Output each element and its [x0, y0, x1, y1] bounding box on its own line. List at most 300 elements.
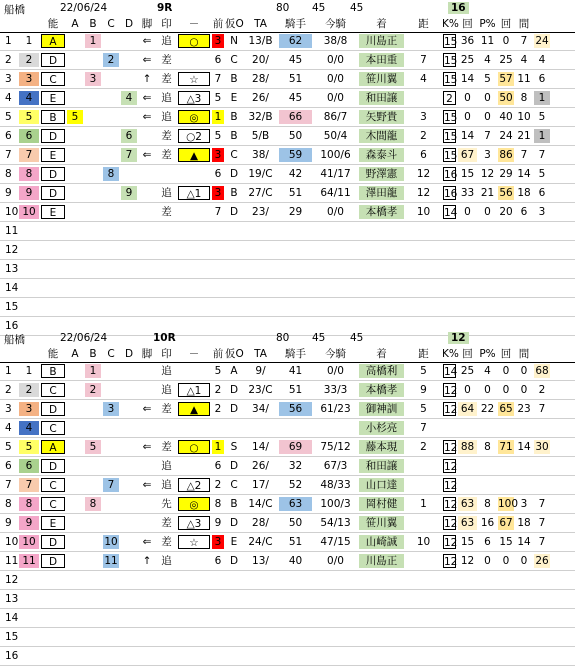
- mark-value: ○2: [178, 129, 210, 143]
- kai2: 21: [515, 127, 533, 146]
- kai: 0: [478, 381, 497, 400]
- kai2: 4: [515, 51, 533, 70]
- ta-value: 41: [288, 365, 303, 377]
- table-row[interactable]: [0, 89, 573, 108]
- kyori: [442, 590, 457, 609]
- mark-value: △1: [178, 383, 210, 397]
- header-19: 間: [515, 16, 533, 33]
- col-a-value: 5: [67, 110, 83, 124]
- kai2: 14: [515, 438, 533, 457]
- p-pct: [497, 438, 515, 457]
- arrow: ⇐: [138, 32, 156, 51]
- kai: [478, 419, 497, 438]
- k-pct-value: 12: [460, 555, 475, 567]
- kan: [533, 381, 551, 400]
- col-c: [102, 628, 120, 647]
- table-row[interactable]: [0, 590, 573, 609]
- arrow: ⇐: [138, 533, 156, 552]
- kari-o: [243, 222, 278, 241]
- kyori-value: 15: [444, 36, 458, 48]
- jockey-rate: 61/23: [313, 400, 358, 419]
- run-style: 差: [156, 203, 177, 222]
- kyori-value: 12: [444, 461, 458, 473]
- spacer: [551, 400, 575, 419]
- col-c: [102, 438, 120, 457]
- kai2: [515, 647, 533, 666]
- col-d: [120, 419, 138, 438]
- jockey-value: 山崎誠: [359, 535, 404, 549]
- p-pct-value: 0: [502, 555, 510, 567]
- mark-value: ◎: [178, 497, 210, 511]
- spacer: [551, 419, 575, 438]
- k-pct: [457, 381, 478, 400]
- table-row[interactable]: [0, 260, 573, 279]
- col-a: [66, 51, 84, 70]
- arrow: [138, 419, 156, 438]
- jockey-rate: 48/33: [313, 476, 358, 495]
- ta: [278, 571, 313, 590]
- header-11: 騎手: [278, 346, 313, 363]
- header-80: 80: [276, 2, 290, 14]
- p-pct: [497, 457, 515, 476]
- ta-value: 50: [288, 130, 303, 142]
- chaku: 9: [405, 381, 442, 400]
- spacer: [551, 571, 575, 590]
- col-d: [120, 165, 138, 184]
- prev: B: [225, 108, 243, 127]
- p-pct: [497, 222, 515, 241]
- prev: S: [225, 438, 243, 457]
- prev: C: [225, 146, 243, 165]
- table-row[interactable]: [0, 165, 573, 184]
- k-pct: [457, 362, 478, 381]
- col-b: [84, 457, 102, 476]
- p-pct: [497, 647, 515, 666]
- waku-value: 8: [19, 167, 39, 181]
- table-row[interactable]: [0, 647, 573, 666]
- k-pct: [457, 495, 478, 514]
- run-style: 差: [156, 514, 177, 533]
- table-row[interactable]: [0, 419, 573, 438]
- col-c: [102, 457, 120, 476]
- mark: [177, 146, 211, 165]
- arrow: [138, 609, 156, 628]
- table-row[interactable]: [0, 222, 573, 241]
- waku: [18, 362, 40, 381]
- spacer: [551, 476, 575, 495]
- kan-value: 24: [535, 35, 549, 47]
- k-pct: [457, 279, 478, 298]
- waku: [18, 203, 40, 222]
- col-c: [102, 419, 120, 438]
- kyori: [442, 146, 457, 165]
- nouryoku: [40, 419, 66, 438]
- col-a: [66, 203, 84, 222]
- col-c: [102, 89, 120, 108]
- mark-value: △3: [178, 516, 210, 530]
- horse-number: 3: [0, 400, 18, 419]
- jockey: [358, 108, 405, 127]
- waku: [18, 51, 40, 70]
- jockey-value: 御神訓: [359, 402, 404, 416]
- kari-o: [243, 298, 278, 317]
- p-pct-value: 65: [499, 403, 513, 415]
- col-b: [84, 203, 102, 222]
- nouryoku-value: B: [41, 110, 65, 124]
- waku: [18, 108, 40, 127]
- header-9: 仮O: [225, 16, 243, 33]
- p-pct-value: 40: [499, 111, 513, 123]
- kan: [533, 362, 551, 381]
- jockey: [358, 279, 405, 298]
- symbol: [211, 241, 225, 260]
- arrow: ⇐: [138, 51, 156, 70]
- jockey-value: 笹川翼: [359, 516, 404, 530]
- col-d: [120, 203, 138, 222]
- horse-number: 3: [0, 70, 18, 89]
- p-pct: [497, 279, 515, 298]
- waku: [18, 241, 40, 260]
- waku: [18, 647, 40, 666]
- k-pct: [457, 590, 478, 609]
- symbol: [211, 51, 225, 70]
- p-pct-value: 0: [502, 365, 510, 377]
- nouryoku-value: C: [41, 497, 65, 511]
- nouryoku: [40, 146, 66, 165]
- kai2: [515, 298, 533, 317]
- kai2: 8: [515, 89, 533, 108]
- kyori-value: 12: [444, 537, 458, 549]
- spacer: [551, 362, 575, 381]
- symbol: [211, 552, 225, 571]
- nouryoku: [40, 381, 66, 400]
- mark-value: ○: [178, 34, 210, 48]
- prev: C: [225, 51, 243, 70]
- col-b: [84, 438, 102, 457]
- kan: [533, 184, 551, 203]
- nouryoku-value: D: [41, 167, 65, 181]
- waku: [18, 552, 40, 571]
- p-pct: [497, 241, 515, 260]
- table-row[interactable]: [0, 400, 573, 419]
- mark-value: △3: [178, 91, 210, 105]
- mark: [177, 533, 211, 552]
- mark-value: ☆: [178, 535, 210, 549]
- p-pct-value: 0: [502, 35, 510, 47]
- waku: [18, 32, 40, 51]
- k-pct: [457, 400, 478, 419]
- arrow: [138, 184, 156, 203]
- kai2: [515, 628, 533, 647]
- k-pct-value: 25: [460, 54, 475, 66]
- kan: [533, 279, 551, 298]
- kyori: [442, 298, 457, 317]
- symbol: [211, 32, 225, 51]
- col-b: [84, 89, 102, 108]
- table-row[interactable]: [0, 457, 573, 476]
- kan-value: 3: [538, 206, 546, 218]
- jockey-value: 本田重: [359, 53, 404, 67]
- col-c: [102, 381, 120, 400]
- mark: [177, 552, 211, 571]
- table-row[interactable]: [0, 609, 573, 628]
- horse-number: 9: [0, 184, 18, 203]
- mark: [177, 184, 211, 203]
- k-pct: [457, 628, 478, 647]
- prev: [225, 609, 243, 628]
- run-style: 追: [156, 552, 177, 571]
- ta: [278, 184, 313, 203]
- waku-value: 10: [19, 535, 39, 549]
- header-5: 脚: [138, 346, 156, 363]
- jockey: [358, 260, 405, 279]
- kari-o: 17/: [243, 476, 278, 495]
- header-0: 能: [40, 16, 66, 33]
- p-pct-value: 29: [499, 168, 513, 180]
- mark: [177, 514, 211, 533]
- waku: [18, 400, 40, 419]
- table-row[interactable]: [0, 184, 573, 203]
- distance-label: 16: [448, 2, 469, 14]
- spacer: [551, 279, 575, 298]
- p-pct: [497, 203, 515, 222]
- symbol-value: 1: [212, 440, 224, 454]
- horse-number: 10: [0, 203, 18, 222]
- kai2: [515, 609, 533, 628]
- arrow: ⇐: [138, 146, 156, 165]
- kai2: 14: [515, 533, 533, 552]
- kyori: [442, 51, 457, 70]
- col-a: [66, 165, 84, 184]
- kai2: [515, 279, 533, 298]
- jockey-rate: [313, 260, 358, 279]
- symbol: [211, 222, 225, 241]
- kyori: [442, 381, 457, 400]
- table-row[interactable]: [0, 571, 573, 590]
- arrow: [138, 590, 156, 609]
- p-pct: [497, 32, 515, 51]
- table-row[interactable]: [0, 476, 573, 495]
- p-pct: [497, 419, 515, 438]
- table-row[interactable]: [0, 552, 573, 571]
- run-style: [156, 571, 177, 590]
- kan: [533, 400, 551, 419]
- waku: [18, 438, 40, 457]
- mark: [177, 260, 211, 279]
- nouryoku: [40, 51, 66, 70]
- ta-value: 63: [279, 497, 312, 511]
- table-row[interactable]: [0, 146, 573, 165]
- spacer: [551, 647, 575, 666]
- col-a: [66, 184, 84, 203]
- run-style: 追: [156, 362, 177, 381]
- jockey-value: 木間龍: [359, 129, 404, 143]
- col-d-value: 9: [121, 186, 137, 200]
- kan: [533, 609, 551, 628]
- jockey: [358, 400, 405, 419]
- prev: D: [225, 514, 243, 533]
- table-row[interactable]: [0, 362, 573, 381]
- nouryoku: [40, 609, 66, 628]
- ta: [278, 552, 313, 571]
- ta: [278, 647, 313, 666]
- kyori-value: 12: [444, 442, 458, 454]
- col-c: [102, 203, 120, 222]
- p-pct: [497, 514, 515, 533]
- table-row[interactable]: [0, 127, 573, 146]
- col-d: [120, 298, 138, 317]
- kai: 0: [478, 203, 497, 222]
- header-0: 能: [40, 346, 66, 363]
- jockey-rate: 100/3: [313, 495, 358, 514]
- ta: [278, 362, 313, 381]
- table-row[interactable]: [0, 108, 573, 127]
- kyori-value: 12: [444, 518, 458, 530]
- kan-value: 7: [538, 403, 546, 415]
- nouryoku-value: D: [41, 459, 65, 473]
- symbol-value: 6: [214, 168, 222, 180]
- table-row[interactable]: [0, 628, 573, 647]
- col-a: [66, 381, 84, 400]
- arrow: [138, 628, 156, 647]
- jockey-rate: 54/13: [313, 514, 358, 533]
- kai: [478, 279, 497, 298]
- ta: [278, 260, 313, 279]
- mark: [177, 609, 211, 628]
- kari-o: 14/: [243, 438, 278, 457]
- ta-value: 51: [288, 384, 303, 396]
- ta: [278, 89, 313, 108]
- col-d: [120, 571, 138, 590]
- jockey-value: 小杉亮: [359, 421, 404, 435]
- jockey: [358, 533, 405, 552]
- ta-value: 45: [288, 54, 303, 66]
- waku-value: 9: [19, 186, 39, 200]
- col-c: [102, 32, 120, 51]
- col-b: [84, 571, 102, 590]
- table-row[interactable]: [0, 51, 573, 70]
- kan: [533, 51, 551, 70]
- symbol: [211, 108, 225, 127]
- horse-number: 1: [0, 32, 18, 51]
- kyori: [442, 70, 457, 89]
- jockey: [358, 590, 405, 609]
- ta-value: 59: [279, 148, 312, 162]
- nouryoku: [40, 260, 66, 279]
- header-extra2: [551, 16, 575, 33]
- chaku: 7: [405, 419, 442, 438]
- k-pct-value: 36: [460, 35, 475, 47]
- prev: B: [225, 70, 243, 89]
- p-pct-value: 24: [499, 130, 513, 142]
- table-row[interactable]: [0, 514, 573, 533]
- col-c: [102, 70, 120, 89]
- header-45b: 45: [350, 332, 364, 344]
- kan: [533, 476, 551, 495]
- run-style: 追: [156, 381, 177, 400]
- table-row[interactable]: [0, 70, 573, 89]
- table-row[interactable]: [0, 32, 573, 51]
- kyori: [442, 222, 457, 241]
- waku: [18, 184, 40, 203]
- jockey-value: 野澤憲: [359, 167, 404, 181]
- kari-o: 13/B: [243, 32, 278, 51]
- symbol-value: 2: [214, 479, 222, 491]
- waku: [18, 533, 40, 552]
- header-extra2: [551, 346, 575, 363]
- header-4: D: [120, 16, 138, 33]
- symbol: [211, 146, 225, 165]
- col-c-value: 11: [104, 555, 118, 567]
- table-row[interactable]: [0, 241, 573, 260]
- nouryoku-value: D: [41, 129, 65, 143]
- col-c: [102, 514, 120, 533]
- table-row[interactable]: [0, 203, 573, 222]
- ta: [278, 108, 313, 127]
- arrow: [138, 222, 156, 241]
- table-row[interactable]: [0, 438, 573, 457]
- jockey-rate: 86/7: [313, 108, 358, 127]
- p-pct: [497, 108, 515, 127]
- run-style: [156, 165, 177, 184]
- col-c: [102, 590, 120, 609]
- kari-o: 20/: [243, 51, 278, 70]
- waku-value: 9: [19, 516, 39, 530]
- chaku: [405, 279, 442, 298]
- ta: [278, 495, 313, 514]
- nouryoku: [40, 108, 66, 127]
- p-pct: [497, 260, 515, 279]
- p-pct-value: 57: [499, 73, 513, 85]
- waku: [18, 89, 40, 108]
- chaku: [405, 609, 442, 628]
- waku: [18, 298, 40, 317]
- col-c: [102, 552, 120, 571]
- col-a: [66, 146, 84, 165]
- nouryoku: [40, 590, 66, 609]
- kan-value: 7: [538, 536, 546, 548]
- table-row[interactable]: [0, 533, 573, 552]
- horse-number: 5: [0, 438, 18, 457]
- col-a: [66, 552, 84, 571]
- table-row[interactable]: [0, 495, 573, 514]
- col-b: [84, 222, 102, 241]
- mark: [177, 419, 211, 438]
- kyori: [442, 32, 457, 51]
- column-header-row: [0, 346, 573, 362]
- ta-value: 51: [288, 187, 303, 199]
- spacer: [551, 184, 575, 203]
- arrow: ⇐: [138, 108, 156, 127]
- kan-value: 6: [538, 187, 546, 199]
- prev: E: [225, 89, 243, 108]
- k-pct: [457, 203, 478, 222]
- horse-number: 10: [0, 533, 18, 552]
- table-row[interactable]: [0, 298, 573, 317]
- jockey-value: 本橋孝: [359, 383, 404, 397]
- jockey: [358, 127, 405, 146]
- chaku: 12: [405, 165, 442, 184]
- header-19: 間: [515, 346, 533, 363]
- waku-value: 10: [19, 205, 39, 219]
- table-row[interactable]: [0, 381, 573, 400]
- kai: [478, 647, 497, 666]
- col-c: [102, 241, 120, 260]
- spacer: [551, 514, 575, 533]
- col-a: [66, 457, 84, 476]
- jockey-rate: 0/0: [313, 89, 358, 108]
- table-row[interactable]: [0, 279, 573, 298]
